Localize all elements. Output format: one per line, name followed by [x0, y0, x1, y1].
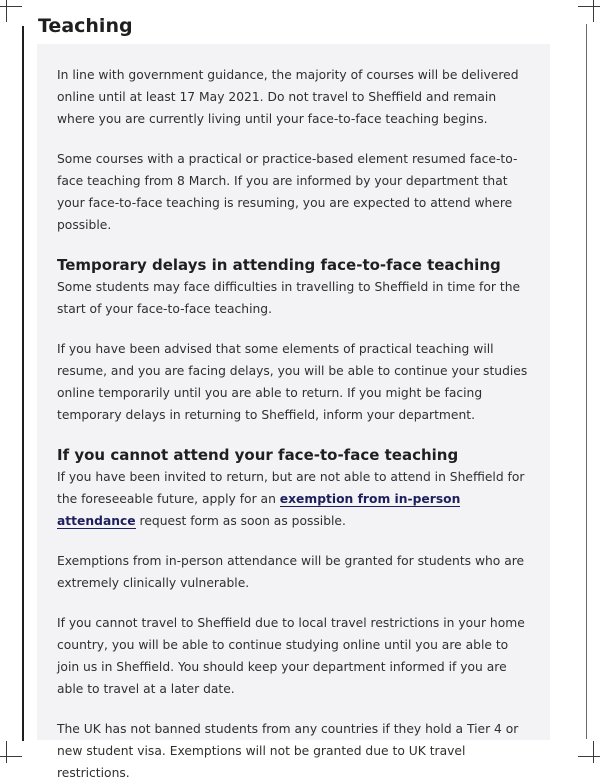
page-title: Teaching	[38, 15, 133, 37]
frame-corner	[593, 741, 594, 763]
frame-corner	[578, 6, 600, 7]
cannot-attend-paragraph: The UK has not banned students from any countries if they hold a Tier 4 or new student visa. Exemptions will not be granted due to UK travel restrictions.	[57, 722, 519, 780]
cannot-attend-heading: If you cannot attend your face-to-face teaching	[57, 446, 459, 464]
frame-right-edge	[586, 24, 587, 739]
cannot-attend-paragraph: If you cannot travel to Sheffield due to local travel restrictions in your home country, you will be able to continue studying online until you are able to join us in Sheffield. You should keep your department informed if you are able to travel at a later date.	[57, 616, 525, 696]
content-panel	[37, 44, 550, 780]
frame-corner	[6, 0, 7, 22]
cannot-attend-text: If you have been invited to return, but are not able to attend in Sheffield for the foreseeable future, apply for an	[57, 470, 525, 506]
frame-corner	[0, 6, 22, 7]
frame-left-edge	[22, 26, 24, 741]
cannot-attend-paragraph	[57, 466, 534, 532]
cannot-attend-paragraph: Exemptions from in-person attendance will be granted for students who are extremely clinically vulnerable.	[57, 554, 525, 590]
frame-corner	[578, 756, 600, 757]
intro-paragraph: In line with government guidance, the majority of courses will be delivered online until at least 17 May 2021. Do not travel to Sheffield and remain where you are currently living until your face-to-face teaching begins.	[57, 68, 519, 126]
delays-paragraph: If you have been advised that some elements of practical teaching will resume, and you are facing delays, you will be able to continue your studies online temporarily until you are able to return. If you might be facing temporary delays in returning to Sheffield, inform your department.	[57, 342, 528, 422]
frame-corner	[6, 741, 7, 763]
frame-corner	[593, 0, 594, 22]
intro-paragraph: Some courses with a practical or practice-based element resumed face-to-face teaching from 8 March. If you are informed by your department that your face-to-face teaching is resuming, you are expected to attend where possible.	[57, 152, 518, 232]
delays-paragraph: Some students may face difficulties in travelling to Sheffield in time for the start of your face-to-face teaching.	[57, 280, 521, 316]
delays-heading: Temporary delays in attending face-to-face teaching	[57, 256, 501, 274]
frame-corner	[0, 756, 22, 757]
exemption-link[interactable]: exemption from in-person attendance	[57, 492, 461, 528]
cannot-attend-text: request form as soon as possible.	[135, 514, 346, 528]
